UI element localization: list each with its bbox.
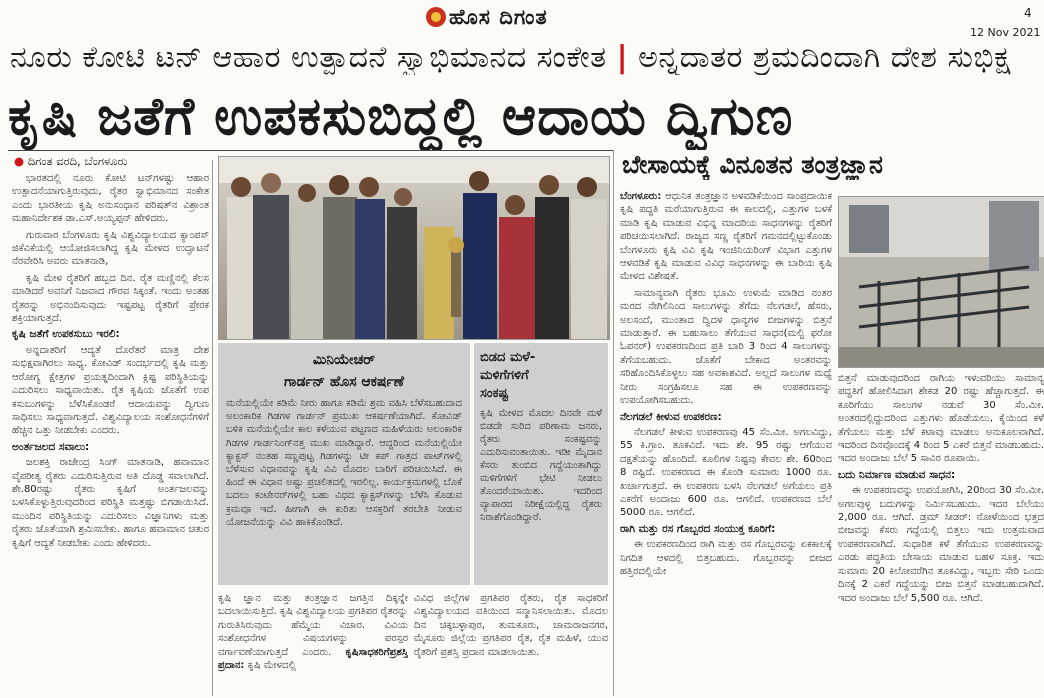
sidebar-subheading: ಬೇಸಾಯಕ್ಕೆ ವಿನೂತನ ತಂತ್ರಜ್ಞಾನ (622, 150, 883, 179)
rain-trouble-title-line3: ಸಂಕಷ್ಟ (480, 386, 509, 401)
article-paragraph: ಕೃಷಿ ಜ್ಞಾನ ಮತ್ತು ತಂತ್ರಜ್ಞಾನ ಜಗತ್ತಿನ ದಿಕ್ಕನ್ನೇ ಬದಲಾಯಿಸುತ್ತಿದೆ. ಕೃಷಿ ವಿಶ್ವವಿದ್ಯಾಲಯ ಪ್ರಗತಿಪರ ರೈತರನ್ನು ಗುರುತಿಸಿರುವುದು ಹೆಮ್ಮೆಯ ವಿಚಾರ. ವಿವಿಯ ಸಂಶೋಧನೆಗಳ ವಿಷಯಗಳನ್ನು ಪರಸ್ಪರ ವರ್ಗಾವಣೆಯಾಗುತ್ತದೆ ಎಂದರು. (218, 593, 408, 658)
article-column-1 (12, 172, 209, 696)
newspaper-masthead (426, 2, 626, 32)
miniature-garden-body: ಮನೆಯಲ್ಲಿಯೇ ಕಡಿಮೆ ನೀರು ಹಾಗೂ ಕಡಿಮೆ ಶ್ರಮ ವಹಿಸಿ ಬೆಳೆಸಬಹುದಾದ ಅಲಂಕಾರಿಕ ಗಿಡಗಳ ಗಾರ್ಡನ್ ಪ್ರಮುಖ ಆಕರ್ಷಣೆಯಾಗಿದೆ. ಕೋವಿಡ್ ಬಳಿಕ ಮನೆಯಲ್ಲಿಯೇ ಕಾಲ ಕಳೆಯುವ ಪಟ್ಟಣದ ಮಹಿಳೆಯರು ಅಲಂಕಾರಿಕ ಗಿಡಗಳ ಗಾರ್ಡನಿಂಗ್‌ನತ್ತ ಮುಖ ಮಾಡಿದ್ದಾರೆ. ಆದ್ದರಿಂದ ಮನೆಯಲ್ಲಿಯೇ ಕ್ಯಾಕ್ಟಸ್ ನಂತಹ ಸಣ್ಣಪುಟ್ಟ ಗಿಡಗಳನ್ನು ಟೀ ಕಪ್ ಗಾತ್ರದ ಪಾಟ್‌ಗಳಲ್ಲಿ ಬೆಳೆಸುವ ವಿಧಾನವನ್ನು ಕೃಷಿ ವಿವಿ ಮೊದಲ ಬಾರಿಗೆ ಪರಿಚಯಿಸಿದೆ. ಈ ಹಿಂದೆ ಈ ವಿಧಾನ ಅಷ್ಟು ಪ್ರಚಲಿತದಲ್ಲಿ ಇರಲಿಲ್ಲ. ಕಾರ್ಯಕ್ರಮಗಳಲ್ಲಿ ಬೊಕೆ ಬದಲು ಕಂಟೇನರ್‌ಗಳಲ್ಲಿ ಬಹು ವಿಧದ ಕ್ಯಾಕ್ಟಸ್‌ಗಳನ್ನು ಬೆಳೆಸಿ ಕೊಡುವ ಕ್ರಮವೂ ಇದೆ. ಹೀಗಾಗಿ ಈ ಕುರಿತು ಆಸಕ್ತರಿಗೆ ತರಬೇತಿ ನೀಡುವ ಯೋಜನೆಯನ್ನು ವಿವಿ ಹಾಕಿಕೊಂಡಿದೆ. (226, 398, 462, 528)
article-paragraph: ಕೃಷಿ ಮೇಳ ರೈತರಿಗೆ ಹಬ್ಬದ ದಿನ. ರೈತ ಮಣ್ಣಿನಲ್ಲಿ ಕೆಲಸ ಮಾಡಿದರೆ ಅವನಿಗೆ ನಿಜವಾದ ಗೌರವ ಸಿಕ್ಕಂತೆ. ಇಂದು ಅಂತಹ ರೈತರನ್ನು ಅಭಿನಂದಿಸುವುದು ಇಷ್ಟಪಟ್ಟ ರೈತರಿಗೆ ಪ್ರೇರಕ ಶಕ್ತಿಯಾಗುತ್ತದೆ. (12, 272, 209, 325)
dateline (14, 154, 127, 169)
article-paragraph: ಬಿತ್ತನೆ ಮಾಡುವುದರಿಂದ ರಾಗಿಯ ಇಳುವರಿಯು ಸಾಮಾನ್ಯ ಪದ್ಧತಿಗೆ ಹೋಲಿಸಿದಾಗ ಶೇಕಡ 20 ರಷ್ಟು ಹೆಚ್ಚಾಗುತ್ತದೆ. ಈ ಕೂರಿಗೆಯು ಸಾಲುಗಳ ನಡುವೆ 30 ಸೆಂ.ಮೀ. ಅಂತರದಲ್ಲಿದ್ದುದರಿಂದ ಎತ್ತುಗಳು ಹೊಡೆಯಲು, ಕೈಯಿಂದ ಕಳೆ ತೆಗೆಯಲು ಮತ್ತು ಬೆಳೆ ಕಟಾವು ಮಾಡಲು ಅನುಕೂಲವಾಗಿದೆ. ಇದರಿಂದ ದಿನವೊಂದಕ್ಕೆ 4 ರಿಂದ 5 ಎಕರೆ ಬಿತ್ತನೆ ಮಾಡಬಹುದು. ಇದರ ಅಂದಾಜು ಬೆಲೆ 5 ಸಾವಿರ ರೂಪಾಯಿ. (838, 373, 1044, 465)
miniature-garden-title-line2: ಗಾರ್ಡನ್ ಹೊಸ ಆಕರ್ಷಣೆ (284, 374, 404, 390)
article-paragraph: ಈ ಉಪಕರಣವನ್ನು ಉಪಯೋಗಿಸಿ, 20ರಿಂದ 30 ಸೆಂ.ಮೀ. ಅಗಲವುಳ್ಳ ಬದುಗಳನ್ನು ನಿರ್ಮಿಸಬಹುದು. ಇದರ ಬೆಲೆಯು 2,000 ರೂ. ಆಗಿದೆ. ಡ್ರಮ್ ಸೀಡರ್: ನೋಳೆಯಿಂದ ಭತ್ತದ ಬೀಜವನ್ನು ಕೆಸರು ಗದ್ದೆಯಲ್ಲಿ ಬಿತ್ತಲು ಇದು ಉತ್ತಮವಾದ ಉಪಕರಣವಾಗಿದೆ. ಸುಧಾರಿತ ಕಳೆ ತೆಗೆಯುವ ಉಪಕರಣವನ್ನು ಎರಡು ಪದ್ಧತಿಯ ಬೇಸಾಯ ಮಾಡುವ ಬಹಳ ಸೂಕ್ತ. ಇದು ಸುಮಾರು 20 ಕಿಲೋವರೆಗಿನ ತೂಕವಿದ್ದು, ಇಬ್ಬರು ಸೇರಿ ಒಂದು ದಿನಕ್ಕೆ 2 ಎಕರೆ ಗದ್ದೆಯನ್ನು ಬೀಜ ಬಿತ್ತನೆ ಮಾಡಬಹುದಾಗಿದೆ. ಇದರ ಅಂದಾಜು ಬೆಲೆ 5,500 ರೂ. ಆಗಿದೆ. (838, 485, 1044, 604)
column-divider (613, 150, 614, 696)
equipment-photo (838, 196, 1044, 368)
article-paragraph: ಭಾರತದಲ್ಲಿ ನೂರು ಕೋಟಿ ಟನ್‌ಗಳಷ್ಟು ಆಹಾರ ಉತ್ಪಾದನೆಯಾಗುತ್ತಿರುವುದು, ರೈತರ ಸ್ವಾಭಿಮಾನದ ಸಂಕೇತ ಎಂದು ಭಾರತೀಯ ಕೃಷಿ ಅನುಸಂಧಾನ ಪರಿಷತ್‌ನ ವಿಶ್ರಾಂತ ಮಹಾನಿರ್ದೇಶಕ ಡಾ.ಎಸ್.ಅಯ್ಯಪ್ಪನ್ ಹೇಳಿದರು. (12, 173, 209, 225)
article-paragraph: ಕೃಷಿ ಮೇಳದಲ್ಲಿ (247, 660, 297, 672)
article-subheading: ನೆಲಗಡಲೆ ಕೀಳುವ ಉಪಕರಣ: (620, 410, 722, 423)
article-subheading: ಬದು ನಿರ್ಮಾಣ ಮಾಡುವ ಸಾಧನ: (838, 468, 956, 481)
article-paragraph (620, 190, 832, 284)
kicker-line (10, 40, 1044, 75)
article-paragraph: ನೆಲಗಡಲೆ ಕೀಳುವ ಉಪಕರಣವು 45 ಸೆಂ.ಮೀ. ಅಗಲವಿದ್ದು, 55 ಕಿ.ಗ್ರಾಂ. ತೂಕವಿದೆ. ಇದು ಶೇ. 95 ರಷ್ಟು ಆಗೆಯುವ ದಕ್ಷತೆಯನ್ನು ಹೊಂದಿದೆ. ಕೂಲಿಗಳ ನಿಷ್ಟವು ಕೇವಲ ಶೇ. 60ರಿಂದ 8 ರಷ್ಟಿದೆ. ಉಪಕರಣದ ಈ ಕೊಂಡಿ ಸುಮಾರು 1000 ರೂ. ಖರ್ಚಾಗುತ್ತದೆ. ಈ ಉಪಕರಣ ಬಳಸಿ ನೆಲಗಡಲೆ ಅಗೆಯಲು ಪ್ರತಿ ಎಕರೆಗೆ ಅಂದಾಜು 600 ರೂ. ಆಗಲಿದೆ. ಉಪಕರಣದ ಬೆಲೆ 5000 ರೂ. ಆಗಲಿದೆ. (620, 426, 832, 519)
article-paragraph: ಸಾಮಾನ್ಯವಾಗಿ ರೈತರು ಭೂಮಿ ಉಳುಮೆ ಮಾಡಿದ ನಂತರ ಮರದ ನೇಗಿಲಿನಿಂದ ಸಾಲುಗಳನ್ನು ತೆಗೆದು ನೆಲಗಡಲೆ, ಹೆಸರು, ಅಲಸಂದೆ, ಮುಂತಾದ ದ್ವಿದಳ ಧಾನ್ಯಗಳ ಬೀಜಗಳನ್ನು ಬಿತ್ತನೆ ಮಾಡುತ್ತಾರೆ. ಈ ಬಹುಸಾಲು ತೆಗೆಯುವ ಸಾಧನ(ಮಲ್ಟಿ ಫರೋ ಓಪನರ್) ಉಪಕರಣದಿಂದ ಪ್ರತಿ ಬಾರಿ 3 ರಿಂದ 4 ಸಾಲುಗಳನ್ನು ತೆಗೆಯಬಹುದು. ಜೊತೆಗೆ ಬೇಕಾದ ಅಂತರವನ್ನು ಸರಿಹೊಂದಿಸಿಕೊಳ್ಳಲು ಸಹ ಅವಕಾಶವಿದೆ. ಅಲ್ಲದೆ ಸಾಲುಗಳ ಮಧ್ಯೆ ನೀರು ಸಂಗ್ರಹಿಸಲೂ ಸಹ ಈ ಉಪಕರಣವನ್ನು ಉಪಯೋಗಿಸಬಹುದು. (620, 287, 832, 407)
rain-trouble-body: ಕೃಷಿ ಮೇಳದ ಮೊದಲ ದಿನವೇ ಮಳೆ ಬಿಡದೇ ಸುರಿದ ಪರಿಣಾಮ ಜನರು, ರೈತರು ಸಂಕಷ್ಟವನ್ನು ಎದುರಿಸುವಂತಾಯಿತು. ಇಡೀ ಮೈದಾನ ಕೆಸರು ತುಂಬಿದ ಗದ್ದೆಯಂತಾಗಿದ್ದು ಮಳಿಗೆಗಳಿಗೆ ಭೇಟಿ ನೀಡಲು ತೊಂದರೆಯಾಯಿತು. ಇದರಿಂದ ವ್ಯಾಪಾರದ ನಿರೀಕ್ಷೆಯಲ್ಲಿದ್ದ ರೈತರು ನಿರಾಶೆಗೊಂಡಿದ್ದಾರೆ. (480, 408, 602, 523)
kicker-left: ನೂರು ಕೋಟಿ ಟನ್ ಆಹಾರ ಉತ್ಪಾದನೆ ಸ್ವಾಭಿಮಾನದ ಸಂಕೇತ (10, 40, 607, 75)
sidebar-column-1 (620, 190, 832, 696)
article-paragraph: ಅನ್ನದಾತರಿಗೆ ಆದ್ಯತೆ ದೊರೆತರೆ ಮಾತ್ರ ದೇಶ ಸುಭಿಕ್ಷವಾಗಿರಲು ಸಾಧ್ಯ. ಕೋವಿಡ್ ಸಂದರ್ಭದಲ್ಲಿ ಕೃಷಿ ಮತ್ತು ಆರೋಗ್ಯ ಕ್ಷೇತ್ರಗಳ ಪ್ರಯತ್ನದಿಂದಾಗಿ ಕ್ಲಿಷ್ಟ ಪರಿಸ್ಥಿತಿಯನ್ನು ಎದುರಿಸಲು ಸಾಧ್ಯವಾಯಿತು. ರೈತ ಕೃಷಿಯ ಜೊತೆಗೆ ಉಪ ಕಸುಬುಗಳನ್ನು ಬೆಳೆಸಿಕೊಂಡರೆ ಆದಾಯವನ್ನು ದ್ವಿಗುಣ ಸಾಧಿಸಲು ಸಾಧ್ಯವಾಗುತ್ತದೆ. ವಿಶ್ವವಿದ್ಯಾಲಯ ಸಂಶೋಧನೆಗಳಿಗೆ ಹೆಚ್ಚಿನ ಒತ್ತು ನೀಡಬೇಕು ಎಂದರು. (12, 344, 209, 437)
rain-trouble-box (474, 343, 608, 585)
newspaper-logo-icon (426, 7, 446, 27)
event-photo (218, 156, 610, 340)
miniature-garden-box (218, 343, 470, 585)
column-divider (212, 160, 213, 696)
dateline-bullet-icon: ● (14, 154, 25, 168)
article-paragraph: ಜಲಶಕ್ತಿ ರಾಜೇಂದ್ರ ಸಿಂಗ್ ಮಾತನಾಡಿ, ಹವಾಮಾನ ವೈಪರೀತ್ಯ ರೈತರು ಎದುರಿಸುತ್ತಿರುವ ಅತಿ ದೊಡ್ಡ ಸವಾಲಾಗಿದೆ. ಶೇ.80ರಷ್ಟು ರೈತರು ಕೃಷಿಗೆ ಅಂರ್ತಜಲವನ್ನು ಬಳಸಿಕೊಳ್ಳುತ್ತಿರುವುದರಿಂದ ಪರಿಸ್ಥಿತಿ ಮತ್ತಷ್ಟು ಬಿಗಡಾಯಿಸಿದೆ. ಮುಂದಿನ ಪರಿಸ್ಥಿತಿಯನ್ನು ಎದುರಿಸಲು ವಿಜ್ಞಾನಿಗಳು ಮತ್ತು ರೈತರು ಜೊತೆಯಾಗಿ ಶ್ರಮಿಸಬೇಕು. ಹಾಗೂ ಹವಾಮಾನ ಚತುರ ಕೃಷಿಗೆ ಆದ್ಯತೆ ನೀಡಬೇಕು ಎಂದು ಹೇಳಿದರು. (12, 457, 209, 549)
rain-trouble-title-line2: ಮಳಿಗೆಗಳಿಗೆ (480, 368, 529, 383)
dateline-text: ದಿಗಂತ ವರದಿ, ಬೆಂಗಳೂರು (27, 154, 128, 168)
sidebar-column-2 (838, 372, 1044, 696)
article-bottom-column-b: ವಿವಿಧ ಜಿಲ್ಲೆಗಳ ಪ್ರಗತಿಪರ ರೈತರು, ರೈತ ಸಾಧಕರಿಗೆ ವಿಶ್ವವಿದ್ಯಾಲಯದ ವತಿಯಿಂದ ಸನ್ಮಾನಿಸಲಾಯಿತು. ಮೊದಲ ದಿನ ಚಿಕ್ಕಬಳ್ಳಾಪುರ, ತುಮಕೂರು, ಚಾಮರಾಜನಗರ, ಮೈಸೂರು ಜಿಲ್ಲೆಯ ಪ್ರಗತಿಪರ ರೈತ, ರೈತ ಮಹಿಳೆ, ಯುವ ರೈತರಿಗೆ ಪ್ರಶಸ್ತಿ ಪ್ರದಾನ ಮಾಡಲಾಯಿತು. (414, 593, 608, 658)
masthead-name: ಹೊಸ ದಿಗಂತ (449, 4, 548, 29)
miniature-garden-title-line1: ಮಿನಿಯೇಚರ್ (312, 352, 376, 368)
article-subheading: ರಾಗಿ ಮತ್ತು ರಸ ಗೊಬ್ಬರದ ಸಂಯುಕ್ತ ಕೂರಿಗೆ: (620, 522, 776, 535)
event-photo-image (219, 157, 609, 339)
equipment-photo-image (839, 197, 1044, 367)
article-paragraph: ಈ ಉಪಕರಣದಿಂದ ರಾಗಿ ಮತ್ತು ರಸ ಗೊಬ್ಬರವನ್ನು ಏಕಕಾಲಕ್ಕೆ ನಿಗದಿತ ಆಳದಲ್ಲಿ ಬಿತ್ತಬಹುದು. ಗೊಬ್ಬರವನ್ನು ಬೀಜದ ಹತ್ತಿರದಲ್ಲಿಯೇ (620, 539, 832, 577)
main-headline: ಕೃಷಿ ಜತೆಗೆ ಉಪಕಸುಬಿದ್ದಲ್ಲಿ ಆದಾಯ ದ್ವಿಗುಣ (8, 87, 794, 147)
sidebar-lead: ಬೆಂಗಳೂರು: (620, 191, 662, 202)
kicker-separator: | (616, 40, 629, 75)
rain-trouble-title-line1: ಬಿಡದ ಮಳೆ- (480, 350, 536, 365)
article-paragraph: ಗುರುವಾರ ಬೆಂಗಳೂರು ಕೃಷಿ ವಿಶ್ವವಿದ್ಯಾಲಯದ ಕ್ಯಾಂಪಸ್ ಜಿಕೆವಿಕೆಯಲ್ಲಿ ಆಯೋಜಿಸಲಾಗಿದ್ದ ಕೃಷಿ ಮೇಳದ ಉದ್ಘಾಟನೆ ನೆರವೇರಿಸಿ ಅವರು ಮಾತನಾಡಿ, (12, 229, 209, 268)
article-subheading: ಕೃಷಿ ಜತೆಗೆ ಉಪಕಸುಬು ಇರಲಿ: (12, 328, 120, 341)
sidebar-p1: ಆಧುನಿಕ ತಂತ್ರಜ್ಞಾನ ಅಳವಡಿಕೆಯಿಂದ ಸಾಂಪ್ರದಾಯಿಕ ಕೃಷಿ ಪದ್ಧತಿ ಮರೆಯಾಗುತ್ತಿರುವ ಈ ಕಾಲದಲ್ಲಿ, ಎತ್ತುಗಳ ಬಳಕೆ ಮಾಡಿ ಕೃಷಿ ಮಾಡುವ ವಿಭಿನ್ನ ಮಾದರಿಯ ಸಾಧನಗಳನ್ನು ರೈತರಿಗೆ ಪರಿಚಯಿಸಲಾಗಿದೆ. ರಾಜ್ಯದ ಸಣ್ಣ ರೈತರಿಗೆ ಗಮನದಲ್ಲಿಟ್ಟುಕೊಂಡು ಬೆಂಗಳೂರು ಕೃಷಿ ವಿವಿ ಕೃಷಿ ಇಂಜಿನಿಯರಿಂಗ್ ವಿಭಾಗ ಎತ್ತುಗಳ ಆಳವಡಿಕೆ ಕೃಷಿ ಮಾಡುವ ವಿವಿಧ ಸಾಧನಗಳನ್ನು ಈ ಬಾರಿಯ ಕೃಷಿ ಮೇಳದ ವಿಶೇಷತೆ. (620, 191, 832, 283)
kicker-right: ಅನ್ನದಾತರ ಶ್ರಮದಿಂದಾಗಿ ದೇಶ ಸುಭಿಕ್ಷ (638, 40, 1011, 75)
article-subheading: ಕೃಷಿಸಾಧಕರಿಗೆಪ್ರಶಸ್ತಿ ಪ್ರದಾನ: (218, 646, 408, 672)
page-number: 4 (1024, 6, 1032, 20)
article-bottom-column-a (218, 592, 408, 696)
article-subheading: ಅಂರ್ತಜಲದ ಸವಾಲು: (12, 440, 90, 453)
page-date: 12 Nov 2021 (970, 26, 1041, 39)
headline-rule (8, 150, 613, 151)
